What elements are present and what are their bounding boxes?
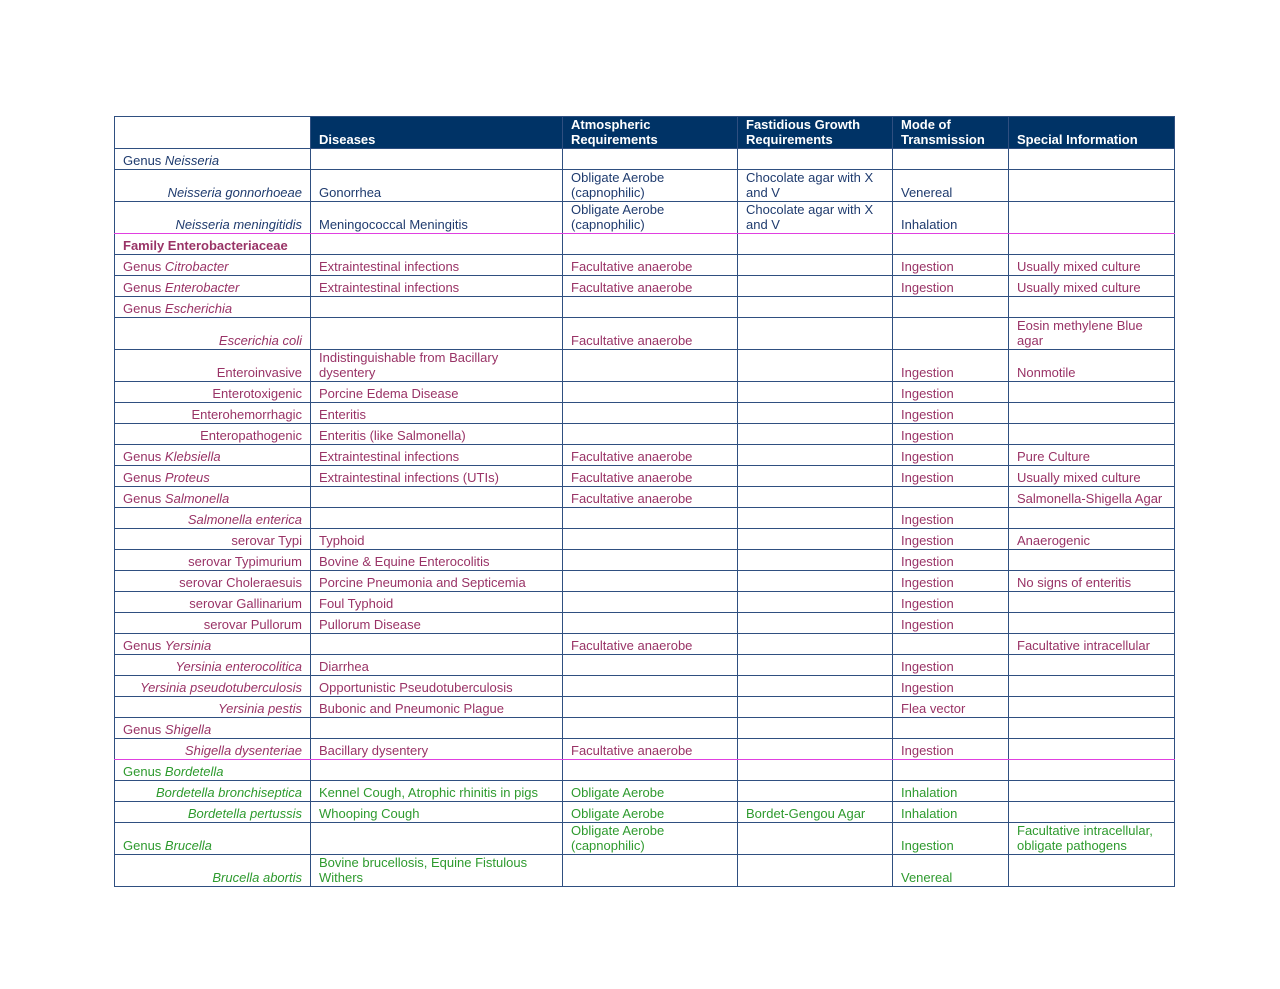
cell-diseases: Bubonic and Pneumonic Plague (311, 697, 563, 718)
cell-fastidious-growth-requirements: Chocolate agar with X and V (738, 170, 893, 202)
table-row (115, 149, 1175, 170)
cell-organism (115, 170, 311, 202)
organism-italic-name: Neisseria gonnorhoeae (167, 184, 302, 200)
table-row (115, 655, 1175, 676)
cell-fastidious-growth-requirements (738, 571, 893, 592)
organism-italic-name: Shigella dysenteriae (184, 742, 302, 758)
table-row (115, 571, 1175, 592)
cell-special-information (1009, 170, 1175, 202)
cell-organism (115, 760, 311, 781)
cell-mode-of-transmission (893, 634, 1009, 655)
cell-organism (115, 445, 311, 466)
cell-mode-of-transmission: Flea vector (893, 697, 1009, 718)
cell-organism (115, 697, 311, 718)
header-row (115, 117, 1175, 149)
cell-mode-of-transmission: Inhalation (893, 202, 1009, 234)
cell-atmospheric-requirements (563, 718, 738, 739)
organism-prefix: Enterotoxigenic (212, 385, 302, 401)
cell-organism (115, 781, 311, 802)
organism-italic-name: Citrobacter (164, 258, 229, 274)
organism-italic-name: Shigella (164, 721, 212, 737)
organism-italic-name: Neisseria meningitidis (175, 216, 302, 232)
cell-special-information (1009, 234, 1175, 255)
cell-organism (115, 529, 311, 550)
cell-mode-of-transmission: Venereal (893, 170, 1009, 202)
cell-special-information: Anaerogenic (1009, 529, 1175, 550)
cell-mode-of-transmission: Ingestion (893, 508, 1009, 529)
cell-mode-of-transmission: Ingestion (893, 550, 1009, 571)
cell-diseases (311, 718, 563, 739)
cell-organism (115, 571, 311, 592)
cell-fastidious-growth-requirements (738, 676, 893, 697)
table-row (115, 592, 1175, 613)
cell-diseases: Extraintestinal infections (UTIs) (311, 466, 563, 487)
cell-fastidious-growth-requirements (738, 634, 893, 655)
cell-atmospheric-requirements (563, 855, 738, 887)
cell-atmospheric-requirements: Obligate Aerobe (563, 802, 738, 823)
cell-fastidious-growth-requirements (738, 445, 893, 466)
organism-prefix: Genus (123, 152, 165, 168)
cell-organism (115, 613, 311, 634)
cell-organism (115, 676, 311, 697)
table-row (115, 529, 1175, 550)
cell-special-information (1009, 655, 1175, 676)
cell-diseases: Extraintestinal infections (311, 445, 563, 466)
cell-organism (115, 424, 311, 445)
cell-mode-of-transmission: Ingestion (893, 739, 1009, 760)
cell-atmospheric-requirements: Obligate Aerobe (capnophilic) (563, 823, 738, 855)
cell-diseases (311, 234, 563, 255)
cell-diseases: Pullorum Disease (311, 613, 563, 634)
organism-italic-name: Escerichia coli (218, 332, 302, 348)
organism-prefix: serovar Typimurium (188, 553, 302, 569)
cell-special-information: Salmonella-Shigella Agar (1009, 487, 1175, 508)
cell-special-information: Usually mixed culture (1009, 276, 1175, 297)
cell-mode-of-transmission: Ingestion (893, 823, 1009, 855)
cell-mode-of-transmission: Ingestion (893, 382, 1009, 403)
cell-mode-of-transmission: Ingestion (893, 676, 1009, 697)
table-row (115, 350, 1175, 382)
cell-atmospheric-requirements (563, 760, 738, 781)
cell-fastidious-growth-requirements (738, 613, 893, 634)
organism-italic-name: Brucella abortis (212, 869, 302, 885)
organism-prefix: Genus (123, 763, 165, 779)
cell-atmospheric-requirements (563, 234, 738, 255)
cell-organism (115, 297, 311, 318)
cell-mode-of-transmission: Ingestion (893, 403, 1009, 424)
cell-fastidious-growth-requirements (738, 781, 893, 802)
cell-special-information (1009, 781, 1175, 802)
cell-atmospheric-requirements: Obligate Aerobe (563, 781, 738, 802)
cell-organism (115, 149, 311, 170)
cell-fastidious-growth-requirements (738, 276, 893, 297)
cell-organism (115, 350, 311, 382)
cell-mode-of-transmission (893, 297, 1009, 318)
cell-atmospheric-requirements (563, 508, 738, 529)
cell-atmospheric-requirements: Facultative anaerobe (563, 445, 738, 466)
cell-special-information: Facultative intracellular, obligate pathogens (1009, 823, 1175, 855)
table-row (115, 297, 1175, 318)
organism-prefix: Family Enterobacteriaceae (123, 237, 288, 253)
table-row (115, 634, 1175, 655)
cell-atmospheric-requirements: Obligate Aerobe (capnophilic) (563, 170, 738, 202)
cell-special-information (1009, 760, 1175, 781)
cell-atmospheric-requirements (563, 403, 738, 424)
cell-atmospheric-requirements: Facultative anaerobe (563, 466, 738, 487)
organism-italic-name: Escherichia (164, 300, 233, 316)
cell-fastidious-growth-requirements (738, 297, 893, 318)
cell-special-information (1009, 550, 1175, 571)
cell-special-information (1009, 802, 1175, 823)
table-row (115, 823, 1175, 855)
table-row (115, 170, 1175, 202)
cell-organism (115, 739, 311, 760)
table-row (115, 382, 1175, 403)
cell-fastidious-growth-requirements (738, 466, 893, 487)
cell-diseases (311, 487, 563, 508)
cell-special-information (1009, 403, 1175, 424)
organism-italic-name: Bordetella pertussis (187, 805, 302, 821)
cell-organism (115, 403, 311, 424)
cell-mode-of-transmission: Ingestion (893, 276, 1009, 297)
cell-diseases (311, 508, 563, 529)
table-row (115, 202, 1175, 234)
cell-organism (115, 655, 311, 676)
cell-organism (115, 802, 311, 823)
cell-diseases (311, 760, 563, 781)
cell-diseases: Enteritis (like Salmonella) (311, 424, 563, 445)
table-row (115, 781, 1175, 802)
cell-mode-of-transmission: Ingestion (893, 424, 1009, 445)
organism-prefix: Genus (123, 490, 165, 506)
cell-diseases: Foul Typhoid (311, 592, 563, 613)
cell-organism (115, 855, 311, 887)
cell-fastidious-growth-requirements (738, 255, 893, 276)
cell-special-information (1009, 855, 1175, 887)
cell-diseases (311, 634, 563, 655)
bacteria-table (114, 116, 1175, 887)
table-row (115, 855, 1175, 887)
cell-fastidious-growth-requirements (738, 855, 893, 887)
table-row (115, 445, 1175, 466)
organism-prefix: serovar Pullorum (203, 616, 302, 632)
cell-organism (115, 592, 311, 613)
organism-prefix: Enteropathogenic (200, 427, 302, 443)
cell-special-information (1009, 382, 1175, 403)
header-atmospheric-requirements: Atmospheric Requirements (563, 117, 738, 149)
table-row (115, 255, 1175, 276)
cell-special-information (1009, 297, 1175, 318)
cell-diseases (311, 823, 563, 855)
cell-organism (115, 823, 311, 855)
cell-organism (115, 487, 311, 508)
organism-italic-name: Brucella (164, 837, 212, 853)
cell-organism (115, 255, 311, 276)
cell-diseases: Gonorrhea (311, 170, 563, 202)
organism-prefix: Genus (123, 300, 165, 316)
cell-special-information (1009, 508, 1175, 529)
cell-organism (115, 634, 311, 655)
organism-italic-name: Salmonella (164, 490, 230, 506)
organism-prefix: Genus (123, 721, 165, 737)
cell-fastidious-growth-requirements (738, 424, 893, 445)
table-row (115, 234, 1175, 255)
cell-fastidious-growth-requirements: Chocolate agar with X and V (738, 202, 893, 234)
organism-prefix: Enterohemorrhagic (191, 406, 302, 422)
organism-prefix: Enteroinvasive (216, 364, 302, 380)
table-row (115, 466, 1175, 487)
cell-fastidious-growth-requirements (738, 149, 893, 170)
cell-atmospheric-requirements (563, 382, 738, 403)
organism-prefix: serovar Gallinarium (189, 595, 302, 611)
table-row (115, 424, 1175, 445)
header-special-information: Special Information (1009, 117, 1175, 149)
cell-atmospheric-requirements (563, 149, 738, 170)
cell-diseases: Bovine brucellosis, Equine Fistulous Withers (311, 855, 563, 887)
cell-special-information (1009, 739, 1175, 760)
organism-prefix: Genus (123, 837, 165, 853)
cell-atmospheric-requirements: Facultative anaerobe (563, 255, 738, 276)
cell-special-information: Usually mixed culture (1009, 466, 1175, 487)
table-row (115, 318, 1175, 350)
cell-fastidious-growth-requirements (738, 529, 893, 550)
cell-fastidious-growth-requirements (738, 234, 893, 255)
cell-diseases: Porcine Pneumonia and Septicemia (311, 571, 563, 592)
cell-special-information (1009, 202, 1175, 234)
organism-italic-name: Yersinia (164, 637, 212, 653)
organism-italic-name: Proteus (164, 469, 210, 485)
header-diseases: Diseases (311, 117, 563, 149)
cell-diseases: Extraintestinal infections (311, 276, 563, 297)
cell-diseases: Enteritis (311, 403, 563, 424)
cell-mode-of-transmission (893, 760, 1009, 781)
cell-mode-of-transmission: Ingestion (893, 350, 1009, 382)
cell-fastidious-growth-requirements (738, 550, 893, 571)
cell-special-information: Nonmotile (1009, 350, 1175, 382)
cell-fastidious-growth-requirements (738, 718, 893, 739)
cell-mode-of-transmission: Ingestion (893, 466, 1009, 487)
cell-mode-of-transmission: Ingestion (893, 571, 1009, 592)
cell-diseases (311, 149, 563, 170)
cell-organism (115, 202, 311, 234)
cell-mode-of-transmission (893, 318, 1009, 350)
cell-fastidious-growth-requirements (738, 697, 893, 718)
table-row (115, 676, 1175, 697)
cell-organism (115, 382, 311, 403)
cell-atmospheric-requirements: Facultative anaerobe (563, 276, 738, 297)
cell-atmospheric-requirements (563, 424, 738, 445)
table-row (115, 508, 1175, 529)
header-organism (115, 117, 311, 149)
cell-diseases: Opportunistic Pseudotuberculosis (311, 676, 563, 697)
organism-prefix: Genus (123, 279, 165, 295)
cell-organism (115, 550, 311, 571)
header-mode-of-transmission: Mode of Transmission (893, 117, 1009, 149)
cell-diseases: Bacillary dysentery (311, 739, 563, 760)
cell-special-information (1009, 718, 1175, 739)
organism-italic-name: Yersinia pestis (218, 700, 302, 716)
organism-prefix: serovar Choleraesuis (179, 574, 302, 590)
cell-fastidious-growth-requirements (738, 382, 893, 403)
organism-italic-name: Bordetella bronchiseptica (156, 784, 302, 800)
cell-special-information: Eosin methylene Blue agar (1009, 318, 1175, 350)
cell-fastidious-growth-requirements (738, 350, 893, 382)
organism-italic-name: Bordetella (164, 763, 224, 779)
cell-diseases: Extraintestinal infections (311, 255, 563, 276)
cell-fastidious-growth-requirements (738, 760, 893, 781)
cell-mode-of-transmission: Venereal (893, 855, 1009, 887)
cell-special-information: Usually mixed culture (1009, 255, 1175, 276)
cell-atmospheric-requirements (563, 592, 738, 613)
cell-organism (115, 466, 311, 487)
organism-italic-name: Neisseria (164, 152, 220, 168)
cell-atmospheric-requirements (563, 676, 738, 697)
cell-organism (115, 508, 311, 529)
table-row (115, 802, 1175, 823)
cell-diseases (311, 318, 563, 350)
cell-mode-of-transmission: Ingestion (893, 529, 1009, 550)
cell-fastidious-growth-requirements (738, 655, 893, 676)
table-row (115, 550, 1175, 571)
cell-special-information: No signs of enteritis (1009, 571, 1175, 592)
cell-fastidious-growth-requirements (738, 823, 893, 855)
organism-italic-name: Yersinia pseudotuberculosis (140, 679, 302, 695)
cell-atmospheric-requirements (563, 550, 738, 571)
cell-atmospheric-requirements: Facultative anaerobe (563, 318, 738, 350)
cell-mode-of-transmission: Ingestion (893, 592, 1009, 613)
cell-mode-of-transmission: Inhalation (893, 781, 1009, 802)
cell-mode-of-transmission (893, 234, 1009, 255)
cell-special-information (1009, 613, 1175, 634)
cell-fastidious-growth-requirements (738, 508, 893, 529)
organism-italic-name: Salmonella enterica (187, 511, 302, 527)
cell-atmospheric-requirements (563, 697, 738, 718)
cell-mode-of-transmission: Ingestion (893, 613, 1009, 634)
cell-atmospheric-requirements (563, 571, 738, 592)
cell-fastidious-growth-requirements (738, 592, 893, 613)
cell-atmospheric-requirements: Facultative anaerobe (563, 634, 738, 655)
organism-prefix: Genus (123, 258, 165, 274)
cell-diseases: Meningococcal Meningitis (311, 202, 563, 234)
cell-atmospheric-requirements (563, 655, 738, 676)
cell-special-information (1009, 697, 1175, 718)
organism-prefix: Genus (123, 469, 165, 485)
organism-prefix: serovar Typi (231, 532, 302, 548)
cell-atmospheric-requirements (563, 529, 738, 550)
table-row (115, 739, 1175, 760)
cell-mode-of-transmission (893, 718, 1009, 739)
cell-special-information (1009, 424, 1175, 445)
cell-mode-of-transmission (893, 149, 1009, 170)
cell-special-information: Pure Culture (1009, 445, 1175, 466)
cell-mode-of-transmission: Inhalation (893, 802, 1009, 823)
table-row (115, 403, 1175, 424)
cell-diseases: Bovine & Equine Enterocolitis (311, 550, 563, 571)
cell-atmospheric-requirements: Facultative anaerobe (563, 487, 738, 508)
cell-organism (115, 718, 311, 739)
cell-fastidious-growth-requirements (738, 487, 893, 508)
cell-special-information: Facultative intracellular (1009, 634, 1175, 655)
table-row (115, 760, 1175, 781)
cell-mode-of-transmission: Ingestion (893, 655, 1009, 676)
cell-diseases: Indistinguishable from Bacillary dysentery (311, 350, 563, 382)
cell-fastidious-growth-requirements: Bordet-Gengou Agar (738, 802, 893, 823)
cell-mode-of-transmission (893, 487, 1009, 508)
cell-fastidious-growth-requirements (738, 403, 893, 424)
cell-atmospheric-requirements (563, 297, 738, 318)
cell-diseases (311, 297, 563, 318)
organism-prefix: Genus (123, 448, 165, 464)
organism-italic-name: Yersinia enterocolitica (175, 658, 302, 674)
table-row (115, 613, 1175, 634)
cell-special-information (1009, 592, 1175, 613)
cell-fastidious-growth-requirements (738, 739, 893, 760)
header-fastidious-growth-requirements: Fastidious Growth Requirements (738, 117, 893, 149)
cell-atmospheric-requirements (563, 613, 738, 634)
cell-organism (115, 276, 311, 297)
organism-prefix: Genus (123, 637, 165, 653)
cell-special-information (1009, 676, 1175, 697)
cell-atmospheric-requirements: Obligate Aerobe (capnophilic) (563, 202, 738, 234)
cell-special-information (1009, 149, 1175, 170)
organism-italic-name: Klebsiella (164, 448, 221, 464)
table-row (115, 718, 1175, 739)
cell-organism (115, 234, 311, 255)
cell-diseases: Porcine Edema Disease (311, 382, 563, 403)
cell-organism (115, 318, 311, 350)
cell-diseases: Whooping Cough (311, 802, 563, 823)
organism-italic-name: Enterobacter (164, 279, 240, 295)
cell-diseases: Diarrhea (311, 655, 563, 676)
table-row (115, 697, 1175, 718)
table-row (115, 276, 1175, 297)
cell-diseases: Typhoid (311, 529, 563, 550)
cell-fastidious-growth-requirements (738, 318, 893, 350)
table-row (115, 487, 1175, 508)
cell-diseases: Kennel Cough, Atrophic rhinitis in pigs (311, 781, 563, 802)
cell-mode-of-transmission: Ingestion (893, 445, 1009, 466)
cell-atmospheric-requirements (563, 350, 738, 382)
cell-atmospheric-requirements: Facultative anaerobe (563, 739, 738, 760)
cell-mode-of-transmission: Ingestion (893, 255, 1009, 276)
